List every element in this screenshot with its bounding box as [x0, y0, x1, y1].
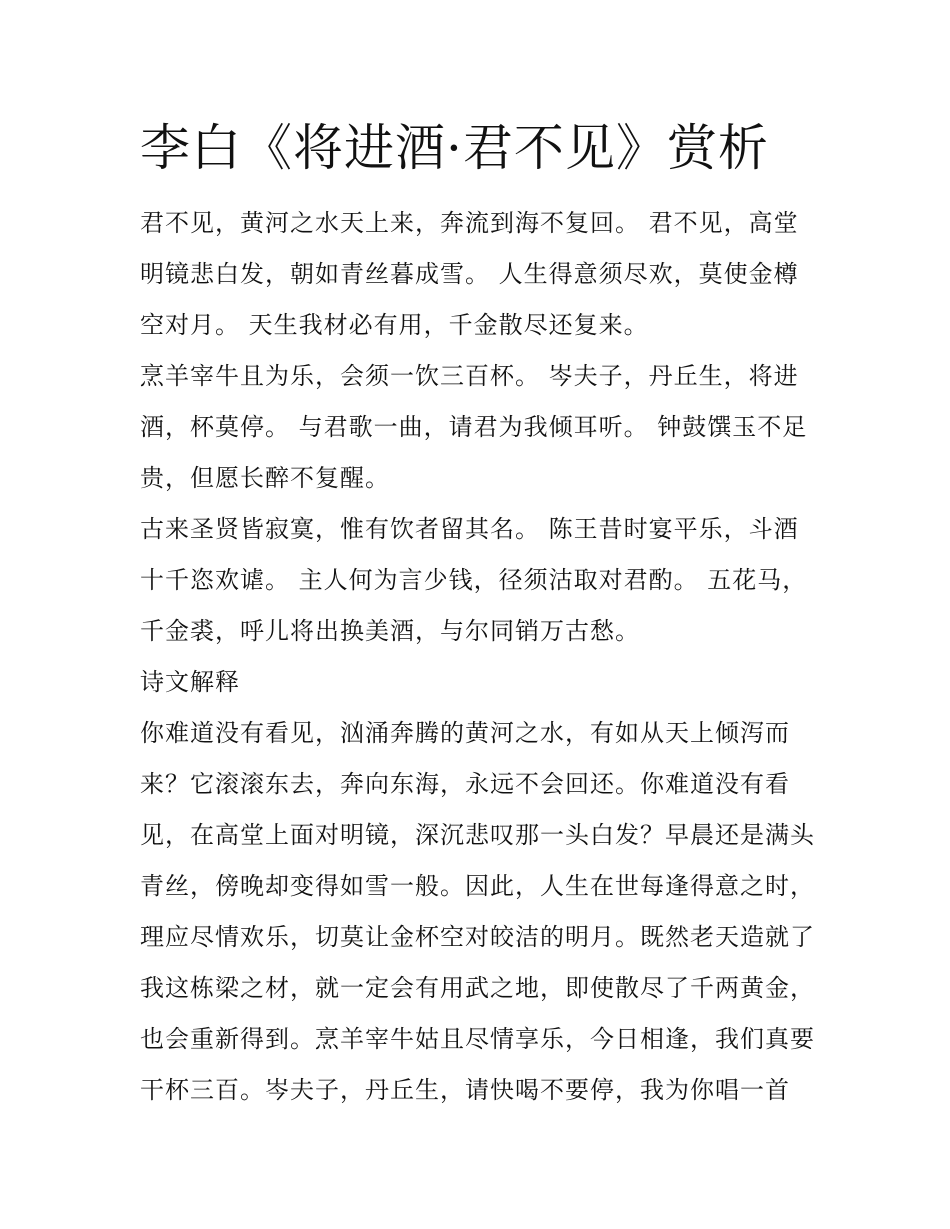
text-line: 青丝，傍晚却变得如雪一般。因此，人生在世每逢得意之时， — [140, 872, 815, 900]
text-line: 见，在高堂上面对明镜，深沉悲叹那一头白发？早晨还是满头 — [140, 821, 815, 849]
explanation-paragraph — [140, 708, 820, 1116]
text-line: 明镜悲白发，朝如青丝暮成雪。 人生得意须尽欢，莫使金樽 — [140, 260, 799, 288]
text-line: 古来圣贤皆寂寞，惟有饮者留其名。 陈王昔时宴平乐，斗酒 — [140, 515, 799, 543]
text-line: 十千恣欢谑。 主人何为言少钱，径须沽取对君酌。 五花马， — [140, 566, 808, 594]
text-line: 千金裘，呼儿将出换美酒，与尔同销万古愁。 — [140, 617, 640, 645]
text-line: 君不见，黄河之水天上来，奔流到海不复回。 君不见，高堂 — [140, 209, 799, 237]
text-line: 我这栋梁之材，就一定会有用武之地，即使散尽了千两黄金， — [140, 974, 815, 1002]
text-line: 空对月。 天生我材必有用，千金散尽还复来。 — [140, 311, 649, 339]
poem-paragraph-2 — [140, 351, 820, 504]
text-line: 贵，但愿长醉不复醒。 — [140, 464, 390, 492]
text-line: 酒，杯莫停。 与君歌一曲，请君为我倾耳听。 钟鼓馔玉不足 — [140, 413, 808, 441]
poem-paragraph-1 — [140, 198, 820, 351]
text-line: 理应尽情欢乐，切莫让金杯空对皎洁的明月。既然老天造就了 — [140, 923, 815, 951]
text-line: 也会重新得到。烹羊宰牛姑且尽情享乐，今日相逢，我们真要 — [140, 1025, 815, 1053]
document-title: 李白《将进酒·君不见》赏析 — [140, 119, 769, 177]
poem-paragraph-3 — [140, 504, 820, 657]
text-line: 你难道没有看见，汹涌奔腾的黄河之水，有如从天上倾泻而 — [140, 719, 790, 747]
text-line: 干杯三百。岑夫子，丹丘生，请快喝不要停，我为你唱一首 — [140, 1076, 790, 1104]
document-page — [140, 112, 820, 1116]
section-heading: 诗文解释 — [140, 668, 240, 696]
text-line: 烹羊宰牛且为乐，会须一饮三百杯。 岑夫子，丹丘生，将进 — [140, 362, 799, 390]
text-line: 来？它滚滚东去，奔向东海，永远不会回还。你难道没有看 — [140, 770, 790, 798]
